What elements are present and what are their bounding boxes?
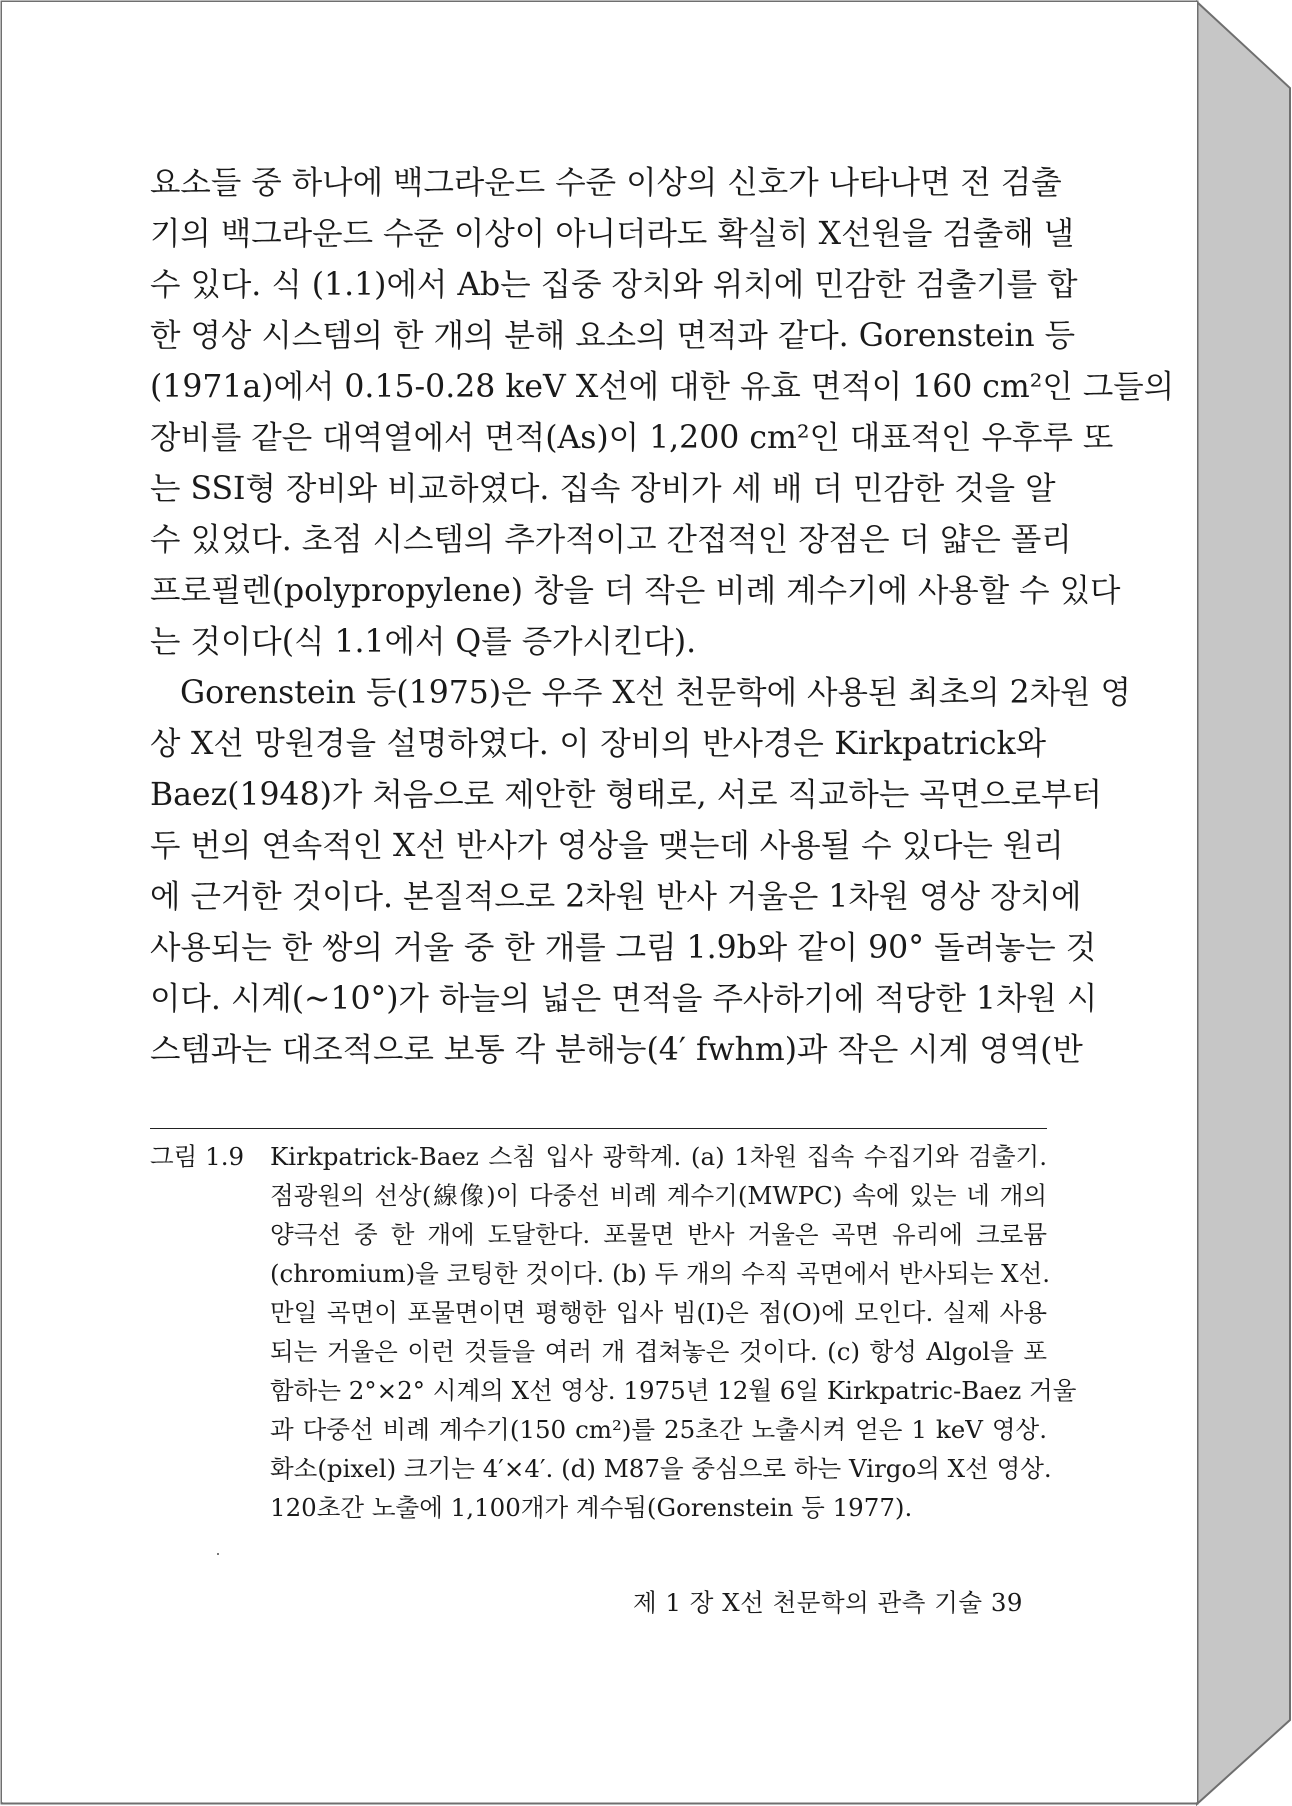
body-line: 수 있다. 식 (1.1)에서 Ab는 집중 장치와 위치에 민감한 검출기를 합: [150, 267, 1078, 303]
caption-text: [270, 1137, 1077, 1527]
body-line: 에 근거한 것이다. 본질적으로 2차원 반사 거울은 1차원 영상 장치에: [150, 879, 1082, 915]
caption-line: 만일 곡면이 포물면이면 평행한 입사 빔(I)은 점(O)에 모인다. 실제 사용: [270, 1298, 1047, 1327]
body-line: 수 있었다. 초점 시스템의 추가적이고 간접적인 장점은 더 얇은 폴리: [150, 522, 1072, 558]
body-line: 기의 백그라운드 수준 이상이 아니더라도 확실히 X선원을 검출해 낼: [150, 216, 1075, 252]
caption-line: Kirkpatrick-Baez 스침 입사 광학계. (a) 1차원 집속 수집기와 검출기.: [270, 1142, 1047, 1171]
caption-line: 120초간 노출에 1,100개가 계수됨(Gorenstein 등 1977).: [270, 1493, 913, 1522]
body-line: 는 것이다(식 1.1에서 Q를 증가시킨다).: [150, 624, 697, 660]
body-line: 장비를 같은 대역열에서 면적(As)이 1,200 cm²인 대표적인 우후루 또: [150, 420, 1114, 456]
book-side-edge: [1197, 2, 1290, 1804]
page-footer: 제 1 장 X선 천문학의 관측 기술 39: [632, 1588, 1023, 1617]
caption-line: 점광원의 선상(線像)이 다중선 비례 계수기(MWPC) 속에 있는 네 개의: [270, 1181, 1047, 1210]
caption-line: 되는 거울은 이런 것들을 여러 개 겹쳐놓은 것이다. (c) 항성 Algol을 포: [270, 1337, 1047, 1366]
body-line: Gorenstein 등(1975)은 우주 X선 천문학에 사용된 최초의 2차원 영: [180, 675, 1131, 711]
body-line: 사용되는 한 쌍의 거울 중 한 개를 그림 1.9b와 같이 90° 돌려놓는 것: [150, 930, 1097, 966]
body-line: 상 X선 망원경을 설명하였다. 이 장비의 반사경은 Kirkpatrick와: [150, 726, 1046, 762]
body-line: 는 SSI형 장비와 비교하였다. 집속 장비가 세 배 더 민감한 것을 알: [150, 471, 1056, 507]
print-speck: [217, 1553, 219, 1555]
body-text: [150, 158, 1175, 1076]
caption-label: 그림 1.9: [150, 1142, 245, 1171]
caption-line: 양극선 중 한 개에 도달한다. 포물면 반사 거울은 곡면 유리에 크로뮴: [270, 1220, 1047, 1249]
caption-line: 화소(pixel) 크기는 4′×4′. (d) M87을 중심으로 하는 Virgo의 X선 영상.: [270, 1454, 1052, 1483]
body-line: 스템과는 대조적으로 보통 각 분해능(4′ fwhm)과 작은 시계 영역(반: [150, 1032, 1083, 1068]
body-line: 이다. 시계(~10°)가 하늘의 넓은 면적을 주사하기에 적당한 1차원 시: [150, 981, 1098, 1017]
caption-rule: [150, 1128, 1047, 1129]
body-line: 프로필렌(polypropylene) 창을 더 작은 비례 계수기에 사용할 수 있다: [150, 573, 1121, 609]
body-line: 한 영상 시스템의 한 개의 분해 요소의 면적과 같다. Gorenstein 등: [150, 318, 1076, 354]
body-line: (1971a)에서 0.15-0.28 keV X선에 대한 유효 면적이 160 cm²인 그들의: [150, 369, 1175, 405]
caption-line: (chromium)을 코팅한 것이다. (b) 두 개의 수직 곡면에서 반사되는 X선.: [270, 1259, 1051, 1288]
body-line: Baez(1948)가 처음으로 제안한 형태로, 서로 직교하는 곡면으로부터: [150, 777, 1102, 813]
body-line: 요소들 중 하나에 백그라운드 수준 이상의 신호가 나타나면 전 검출: [150, 165, 1062, 201]
body-line: 두 번의 연속적인 X선 반사가 영상을 맺는데 사용될 수 있다는 원리: [150, 828, 1064, 864]
caption-line: 함하는 2°×2° 시계의 X선 영상. 1975년 12월 6일 Kirkpatric-Baez 거울: [270, 1376, 1077, 1405]
caption-line: 과 다중선 비례 계수기(150 cm²)를 25초간 노출시켜 얻은 1 keV 영상.: [270, 1415, 1047, 1444]
